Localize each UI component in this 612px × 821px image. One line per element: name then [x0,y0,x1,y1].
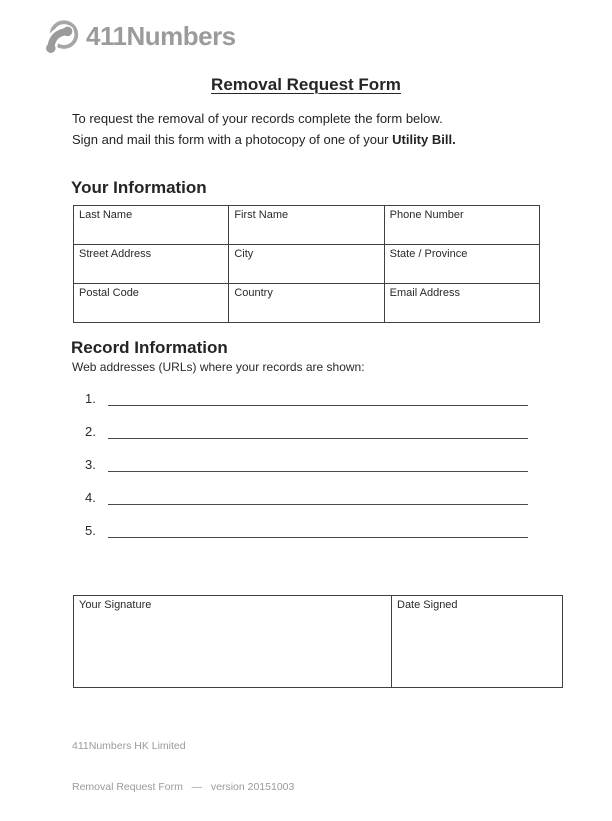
url-line-1 [85,386,528,406]
country-label: Country [234,287,273,299]
email-address-cell[interactable] [384,284,539,323]
url-line-fill[interactable] [108,388,528,406]
intro-text [72,109,456,150]
phone-circle-icon [44,17,82,55]
state-province-cell[interactable] [384,245,539,284]
phone-number-cell[interactable] [384,206,539,245]
date-signed-cell[interactable] [392,596,563,688]
footer [72,713,294,821]
signature-label: Your Signature [79,599,152,611]
url-line-number: 5. [85,523,96,538]
state-province-label: State / Province [389,248,468,260]
url-line-list [85,386,528,551]
street-address-label: Street Address [79,248,152,260]
intro-line-2-prefix: Sign and mail this form with a photocopy of one of your [72,131,393,147]
your-information-table [73,205,540,323]
url-line-number: 3. [85,457,96,472]
form-title: Removal Request Form [211,75,401,94]
record-information-subtitle: Web addresses (URLs) where your records are shown: [72,360,365,374]
phone-number-label: Phone Number [389,209,464,221]
url-line-5 [85,518,528,538]
url-line-2 [85,419,528,439]
signature-table [73,595,563,688]
url-line-number: 2. [85,424,96,439]
city-cell[interactable] [229,245,384,284]
url-line-4 [85,485,528,505]
url-line-fill[interactable] [108,421,528,439]
intro-line-2 [72,132,456,147]
city-label: City [234,248,254,260]
table-row [74,596,563,688]
footer-line-1: 411Numbers HK Limited [72,740,186,752]
url-line-fill[interactable] [108,520,528,538]
record-information-heading: Record Information [71,338,228,357]
street-address-cell[interactable] [74,245,229,284]
your-information-heading: Your Information [71,178,207,197]
date-signed-label: Date Signed [397,599,458,611]
intro-line-1: To request the removal of your records complete the form below. [72,111,443,126]
utility-bill-bold-text: Utility Bill. [392,131,456,147]
signature-cell[interactable] [74,596,392,688]
country-cell[interactable] [229,284,384,323]
logo-text: 411Numbers [86,20,236,51]
last-name-label: Last Name [79,209,133,221]
first-name-cell[interactable] [229,206,384,245]
url-line-number: 1. [85,391,96,406]
email-address-label: Email Address [389,287,460,299]
first-name-label: First Name [234,209,289,221]
footer-line-2: Removal Request Form — version 20151003 [72,780,295,793]
url-line-3 [85,452,528,472]
postal-code-label: Postal Code [79,287,139,299]
url-line-fill[interactable] [108,487,528,505]
logo [44,17,236,55]
last-name-cell[interactable] [74,206,229,245]
table-row [74,206,540,245]
url-line-fill[interactable] [108,454,528,472]
url-line-number: 4. [85,490,96,505]
table-row [74,245,540,284]
table-row [74,284,540,323]
postal-code-cell[interactable] [74,284,229,323]
